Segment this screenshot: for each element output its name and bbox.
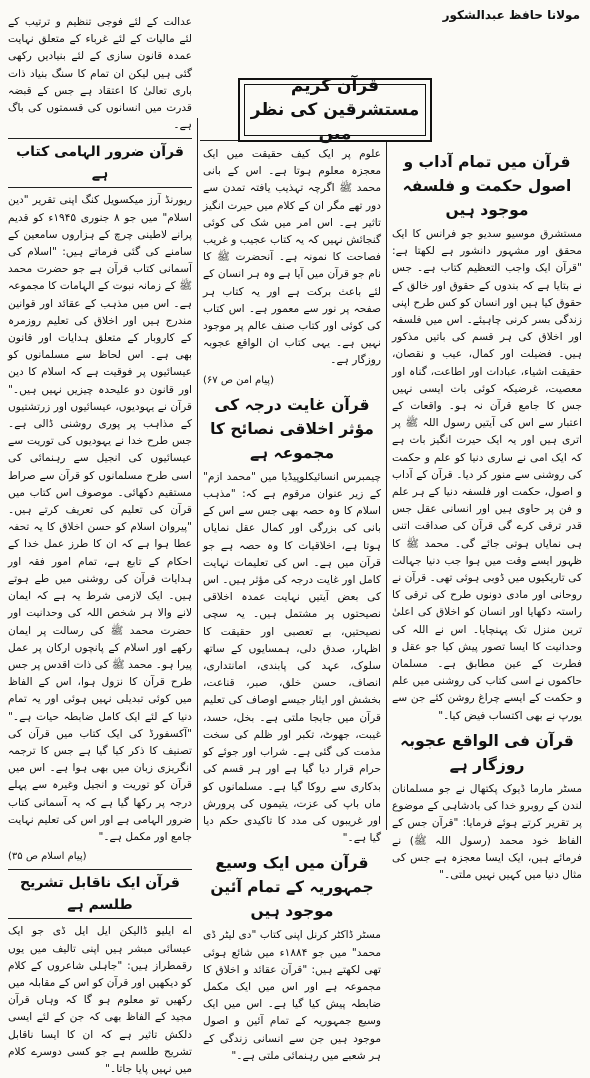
column-middle <box>203 146 381 1062</box>
middle-heading-1: قرآن غایت درجہ کی مؤثر اخلاقی نصائح کا مجموعہ ہے <box>210 395 374 462</box>
middle-reference-1: (پیام امن ص ۶۷) <box>203 374 274 386</box>
column-divider-right <box>386 140 387 830</box>
column-divider-left <box>197 118 198 830</box>
left-body-1: ریورنڈ آرز میکسویل کنگ اپنی تقریر "دین اسلام" میں جو ۸ جنوری ۱۹۴۵ء کو قدیم پرانے لاطینی چرچ کے ہزاروں سامعین کے سامنے کی گئی فرماتے ہیں: "اسلام کی آسمانی کتاب قرآن ہے جو حضرت محمد ﷺ کے زمانہ نبوت کے الہامات کا مجموعہ ہے۔ اس میں مذہب کے عقائد اور قوانین مندرج ہیں اور اخلاق کی تعلیم روزمرہ کے کاروبار کے متعلق ہدایات اور قانون بھی ہے۔ اس لحاظ سے مسلمانوں کو عیسائیوں پر فوقیت ہے کہ اسلام کا دین اور قانون دو علیحدہ چیزیں نہیں ہیں۔" قرآن نے یہودیوں، عیسائیوں اور زرتشتیوں کے مذاہب پر پوری روشنی ڈالی ہے۔ جس طرح خدا نے یہودیوں کی توریت سے عیسائیوں کی انجیل سے رہنمائی کی اسی طرح مسلمانوں کو قرآن سے صراط مستقیم دکھائی۔ موصوف اس کتاب میں قرآن کی تعلیم کی تعریف کرتے ہیں۔ "پیروان اسلام کو حسن اخلاق کا یہ تحفہ عطا ہوا ہے کہ ان کا طرز عمل خدا کے احکام کے تابع ہے، تمام امور فقہ اور ہدایات قرآن کی روشنی میں طے ہوتے ہیں۔ ایک لازمی شرط یہ ہے کہ ایمان لانے والا ہر شخص اللہ کی وحدانیت اور حضرت محمد ﷺ کی رسالت پر ایمان رکھے اور اسلام کے پانچوں ارکان پر عمل پیرا ہو۔ محمد ﷺ کی ذات اقدس پر جس طرح قرآن کا نزول ہوا، اس کے الفاظ میں کوئی تبدیلی نہیں ہوئی اور یہ تمام دنیا کے لئے ایک کامل ضابطہ حیات ہے۔" "آکسفورڈ کی ایک کتاب میں قرآن کی تصنیف کا ذکر کیا گیا ہے جس کا ترجمہ انگریزی زبان میں بھی ہوا ہے۔ اس میں قرآن کو توریت و انجیل وغیرہ سے پہلے درجہ پر رکھا گیا ہے کہ یہ آسمانی کتاب ضرور الہامی ہے اور اس کی تعلیم نہایت جامع اور مکمل ہے۔" <box>8 194 192 843</box>
left-reference-1: (پیام اسلام ص ۳۵) <box>8 851 87 863</box>
article-title: قرآن کریم مستشرقین کی نظر میں <box>250 76 420 144</box>
middle-body-1: چیمبرس انسائیکلوپیڈیا میں "محمد ازم" کے زیر عنوان مرقوم ہے کہ: "مذہب اسلام کا وہ حصہ بھی جس سے اس کے بانی کی بزرگی اور کمال عقل نمایاں ہوتا ہے، اخلاقیات کا وہ حصہ ہے جو قرآن میں ہے۔ اس کی تعلیمات نہایت کامل اور غایت درجہ کی مؤثر ہیں۔ اس کی بعض آیتیں نہایت عمدہ اخلاقی نصیحتوں پر مشتمل ہیں۔ یہ سچی نصیحتیں، بے تعصبی اور حقیقت کا اظہار، صدق دلی، ہمسایوں کے ساتھ سلوک، عہد کی پابندی، امانتداری، انصاف، حسن خلق، صبر، قناعت، بخشش اور ایثار جیسے اوصاف کی تعلیم قرآن میں جابجا ملتی ہے۔ بخل، حسد، غیبت، جھوٹ، تکبر اور ظلم کی سخت مذمت کی گئی ہے۔ شراب اور جوئے کو حرام قرار دیا گیا ہے اور ہر قسم کی بدکاری سے روکا گیا ہے۔ مسلمانوں کو ماں باپ کی عزت، یتیموں کی پرورش اور غریبوں کی مدد کا تاکیدی حکم دیا گیا ہے۔" <box>203 470 381 845</box>
author-name: مولانا حافظ عبدالشکور <box>442 8 580 22</box>
left-heading-1: قرآن ضرور الہامی کتاب ہے <box>8 138 192 188</box>
column-left <box>8 14 192 1075</box>
middle-intro: علوم پر ایک کیف حقیقت میں ایک معجزہ معلوم ہوتا ہے۔ اس کے بانی محمد ﷺ اگرچہ تہذیب یافتہ تمدن سے دور تھے مگر ان کے کلام میں حیرت انگیز تاثیر ہے۔ اس امر میں شک کی کوئی گنجائش نہیں کہ یہ کتاب عجیب و غریب فصاحت کا نمونہ ہے۔ آنحضرت ﷺ کا نام جو قرآن میں آیا ہے وہ ہر انسان کے لئے باعث برکت ہے اور یہ کتاب ہر صفحہ پر نور سے معمور ہے۔ اس کتاب کی کوئی اور کتاب صنف عالم پر موجود نہیں ہے۔ یہی کتاب ان الواقع عجوبہ روزگار ہے۔ <box>203 148 381 367</box>
right-body-1: مستشرق موسیو سدیو جو فرانس کا ایک محقق اور مشہور دانشور ہے لکھتا ہے: "قرآن ایک واجب التعظیم کتاب ہے۔ جس نے بتایا ہے کہ بندوں کے حقوق اور خالق کے حقوق کیا ہیں اور انسان کو کس طرح اپنی زندگی بسر کرنی چاہیئے۔ اس میں فلسفہ اور اخلاق کی ہر قسم کی باتیں مذکور ہیں۔ فضیلت اور کمال، عیب و نقصان، حقیقت اشیاء، عبادات اور اطاعت، گناہ اور معصیت، غرضیکہ کوئی بات ایسی نہیں جس کا جامع قرآن نہ ہو۔ واقعات کے اعتبار سے اس کی آیتیں رسول اللہ ﷺ پر اتری ہیں اور یہ ایک حیرت انگیز بات ہے کہ ایک امی نے ساری دنیا کو علم و حکمت کی روشنی سے منور کر دیا۔ قرآن کے آداب و اصول، حکمت اور فلسفہ دنیا کے ہر علم و فن پر حاوی ہیں اور انسانی عقل جس قدر ترقی کرے گی قرآن کی صداقت اتنی ہی نمایاں ہوتی جائے گی۔ محمد ﷺ کا ظہور ایسے وقت میں ہوا جب دنیا جہالت کی تاریکیوں میں ڈوبی ہوئی تھی۔ قرآن نے روحانی اور مادی دونوں طرح کی ترقی کا راستہ دکھایا اور انسان کو اخلاق کی اعلیٰ ترین منزل تک پہنچایا۔ اس نے اللہ کی وحدانیت کا ایسا تصور پیش کیا جو عقل و فطرت کے عین مطابق ہے۔ مسلمان حاکموں نے اسی کتاب کی روشنی میں علم و حکمت کے ایسے چراغ روشن کئے جن سے یورپ نے بھی اکتساب فیض کیا۔" <box>392 228 582 722</box>
middle-body-2: مسٹر ڈاکٹر کرنل اپنی کتاب "دی لیٹر ڈی محمد" میں جو ۱۸۸۴ء میں شائع ہوئی تھی لکھتے ہیں: "قرآن عقائد و اخلاق کا مجموعہ ہے اور اس میں ایک مکمل ضابطہ پیش کیا گیا ہے۔ اس میں ایک وسیع جمہوریہ کے تمام آئین و اصول موجود ہیں جن سے انسانی زندگی کے ہر شعبے میں رہنمائی ملتی ہے۔" <box>203 929 381 1062</box>
right-heading-1: قرآن میں تمام آداب و اصول حکمت و فلسفہ موجود ہیں <box>402 153 572 219</box>
right-body-2: مسٹر مارما ڈیوک پکتھال نے جو مسلمانان لندن کے روبرو خدا کی بادشاہی کے موضوع پر تقریر کرتے ہوئے فرمایا: "قرآن جس کے الفاظ خود محمد (رسول اللہ ﷺ) نے فرمائے ہیں، ایک ایسا معجزہ ہے جس کی مثال دنیا میں کہیں نہیں ملتی۔" <box>392 782 582 881</box>
left-heading-2: قرآن ایک ناقابل تشریح طلسم ہے <box>8 869 192 919</box>
title-box <box>238 78 432 142</box>
column-right <box>392 146 582 881</box>
middle-heading-2: قرآن میں ایک وسیع جمہوریہ کے تمام آئین موجود ہیں <box>210 854 374 921</box>
right-heading-2: قرآن فی الواقع عجوبہ روزگار ہے <box>400 731 574 774</box>
left-intro: عدالت کے لئے فوجی تنظیم و ترتیب کے لئے مالیات کے لئے غرباء کے متعلق نہایت عمدہ قانون سازی کے لئے بنیادیں رکھی گئی ہیں لیکن ان تمام کا سنگ بنیاد ذات باری تعالیٰ کا اعتقاد ہے جس کے قبضہ قدرت میں انسانوں کی قسمتوں کی باگ ہے۔ <box>8 16 192 132</box>
left-body-2: اے ایلیو ڈالیکن ایل ایل ڈی جو ایک عیسائی مبشر ہیں اپنی تالیف میں یوں رقمطراز ہیں: "جاہلی شاعروں کے کلام کو دیکھیں اور قرآن کو اس کے مقابلہ میں رکھیں تو معلوم ہو گا کہ وہاں قرآن مجید کے الفاظ بھی کہ جن کے لئے ایسی دلکش تاثیر ہے کہ ان کا ایسا ناقابل تشریح طلسم ہے جو کسی دوسرے کلام میں نہیں پایا جاتا۔" <box>8 925 192 1075</box>
